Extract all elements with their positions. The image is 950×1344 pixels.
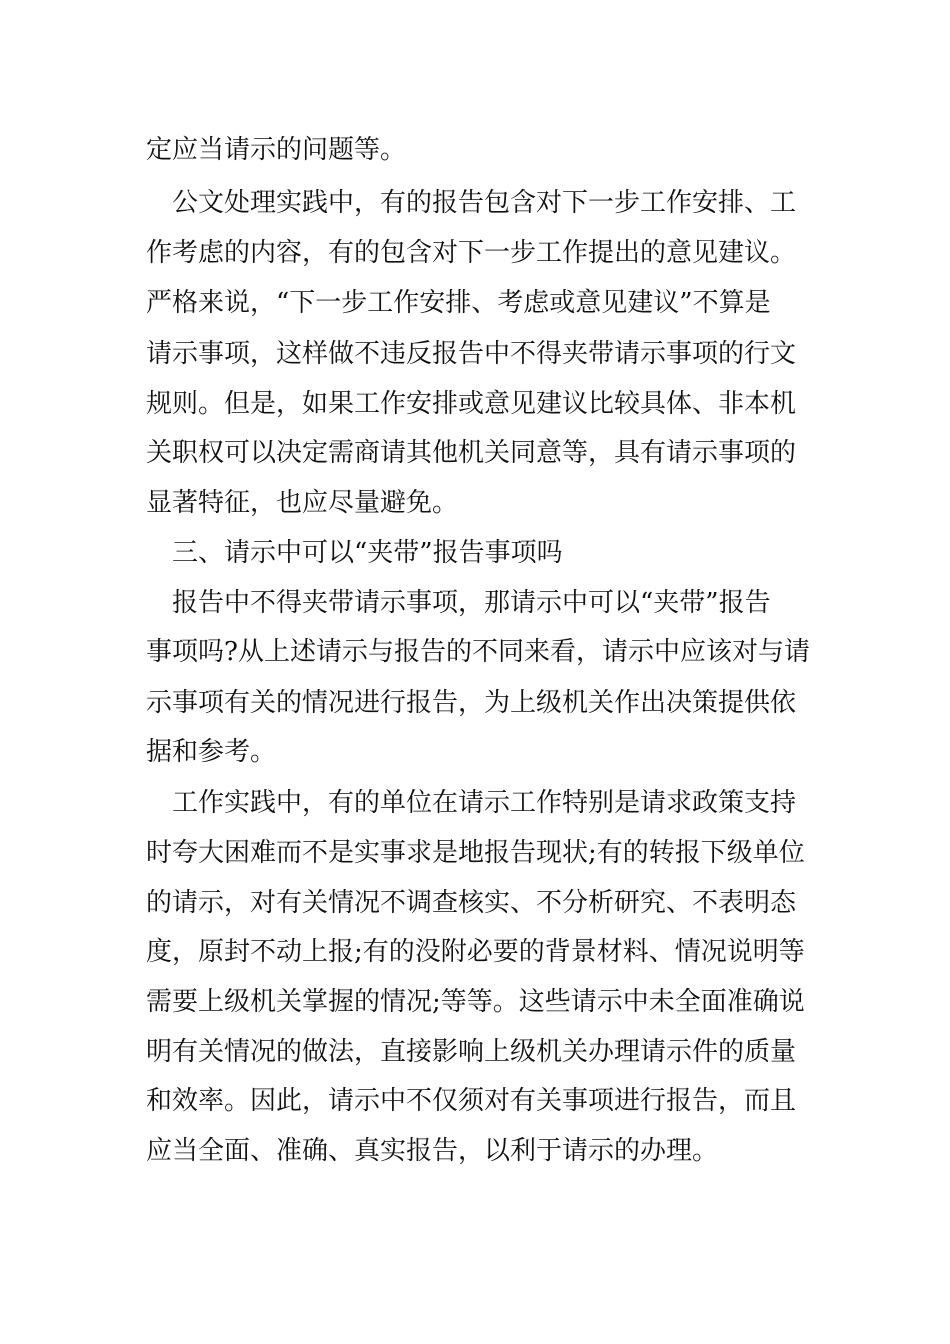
text-line: 规则。但是，如果工作安排或意见建议比较具体、非本机 [146, 389, 797, 419]
text-line: 关职权可以决定需商请其他机关同意等，具有请示事项的 [146, 438, 797, 468]
text-line: 示事项有关的情况进行报告，为上级机关作出决策提供依 [146, 688, 797, 718]
text-line: 事项吗?从上述请示与报告的不同来看，请示中应该对与请 [146, 637, 810, 667]
section-heading: 三、请示中可以“夹带”报告事项吗 [146, 538, 563, 568]
text-line: 作考虑的内容，有的包含对下一步工作提出的意见建议。 [146, 238, 797, 268]
text-line: 定应当请示的问题等。 [146, 135, 407, 165]
text-line: 显著特征，也应尽量避免。 [146, 488, 459, 518]
text-line: 时夸大困难而不是实事求是地报告现状;有的转报下级单位 [146, 838, 805, 868]
text-line: 明有关情况的做法，直接影响上级机关办理请示件的质量 [146, 1037, 797, 1067]
text-line: 度，原封不动上报;有的没附必要的背景材料、情况说明等 [146, 937, 805, 967]
text-line: 严格来说，“下一步工作安排、考虑或意见建议”不算是 [146, 288, 771, 318]
text-line: 据和参考。 [146, 737, 277, 767]
text-line: 报告中不得夹带请示事项，那请示中可以“夹带”报告 [146, 588, 771, 618]
text-line: 的请示，对有关情况不调查核实、不分析研究、不表明态 [146, 888, 797, 918]
text-line: 应当全面、准确、真实报告，以利于请示的办理。 [146, 1136, 719, 1166]
text-line: 请示事项，这样做不违反报告中不得夹带请示事项的行文 [146, 339, 797, 369]
text-line: 工作实践中，有的单位在请示工作特别是请求政策支持 [146, 788, 797, 818]
text-line: 公文处理实践中，有的报告包含对下一步工作安排、工 [146, 188, 797, 218]
text-line: 需要上级机关掌握的情况;等等。这些请示中未全面准确说 [146, 987, 805, 1017]
text-line: 和效率。因此，请示中不仅须对有关事项进行报告，而且 [146, 1086, 797, 1116]
